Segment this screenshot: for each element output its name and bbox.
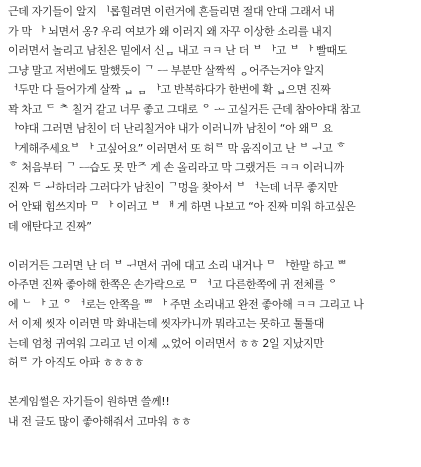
text-line: 본게임썰은 자기들이 원하면 쓸께!!: [8, 395, 170, 408]
text-line: 데 애탄다고 진짜”: [8, 219, 92, 233]
text-line: ᅡ야대 그러면 남친이 더 난리칠거야 내가 이러니까 남친이 “아 왜ᄆ 요: [8, 122, 333, 135]
text-line: 서 이제 씻자 이러면 막 화내는데 씻자카니까 뭐라고는 못하고 툴툴대: [8, 317, 325, 330]
text-line: 에 ᄂ ᅡ 고 ᄋ ᅥ로는 안쪽을 ᄈ ᅡ 주면 소리내고 완전 좋아해 ㅋㅋ 그리고 나: [8, 297, 364, 311]
text-line: 그냥 말고 저번에도 말했듯이 ᄀ ᅳ 부분만 살짝씩 ᆼ어주는거야 알지: [8, 63, 325, 77]
text-line: ᅥ두만 다 들어가게 살짝 ᆸ ᆷ ᅡ고 반복하다가 한번에 확 ᆸ으면 진짜: [8, 83, 331, 96]
text-line: 근데 자기들이 알지 ᅵ롭힐려면 이런거에 흔들리면 절대 안대 그래서 내: [8, 5, 335, 18]
text-line: 어 안돼 힘쓰지마 ᄆ ᅡ 이러고 ᄇ ᅢ 게 하면 나보고 “아 진짜 미워 하고싶은: [8, 200, 356, 213]
text-line: 아주면 진짜 좋아해 한쪽은 손가락으로 ᄆ ᅥ고 다른한쪽에 귀 전체를 ᄋ: [8, 278, 338, 291]
text-line: 가 막 ᅡ 뇌면서 옹? 우리 여보가 왜 이러지 왜 자꾸 이상한 소리를 내지: [8, 24, 332, 38]
text-line: 진짜 ᄃ ᅬ하더라 그러다가 남친이 ᄀ멍을 찾아서 ᄇ ᅥ는데 너무 좋지만: [8, 180, 338, 194]
paragraph-3: [8, 392, 413, 431]
paragraph-2: [8, 256, 413, 373]
text-line: 이러면서 놀리고 남친은 밑에서 신ᆷ 내고 ㅋㅋ 난 더 ᄇ ᅡ고 ᄇ ᅡ 빨때도: [8, 44, 347, 57]
text-line: ᅡ게해주세요ᄇ ᅡ 고싶어요” 이러면서 또 허ᄅ 막 움직이고 난 ᄇ ᅱ고 ᄒ: [8, 141, 346, 155]
text-line: 는데 엄청 귀여워 그리고 넌 이제 ᆻ었어 이러면서 ㅎㅎ 2일 지났지만: [8, 336, 324, 350]
text-line: ᄒ 처음부터 ᄀ ᅳ습도 못 만ᄌ 게 손 올리라고 막 그랬거든 ㅋㅋ 이러니까: [8, 161, 344, 174]
text-line: 허ᄅ 가 아직도 아파 ㅎㅎㅎㅎ: [8, 356, 144, 369]
text-line: 꽉 차고 ᄃ ᄎ 칠거 같고 너무 좋고 그대로 ᄋ ᅩ 고실거든 근데 참아야대 참고: [8, 102, 361, 116]
paragraph-gap: [8, 373, 413, 393]
text-line: 이러거든 그러면 난 더 ᄇ ᅱ면서 귀에 대고 소리 내거나 ᄆ ᅡ한말 하고 ᄈ: [8, 258, 347, 272]
paragraph-gap: [8, 236, 413, 256]
text-line: 내 전 글도 많이 좋아해줘서 고마워 ㅎㅎ: [8, 414, 192, 428]
paragraph-1: [8, 2, 413, 236]
